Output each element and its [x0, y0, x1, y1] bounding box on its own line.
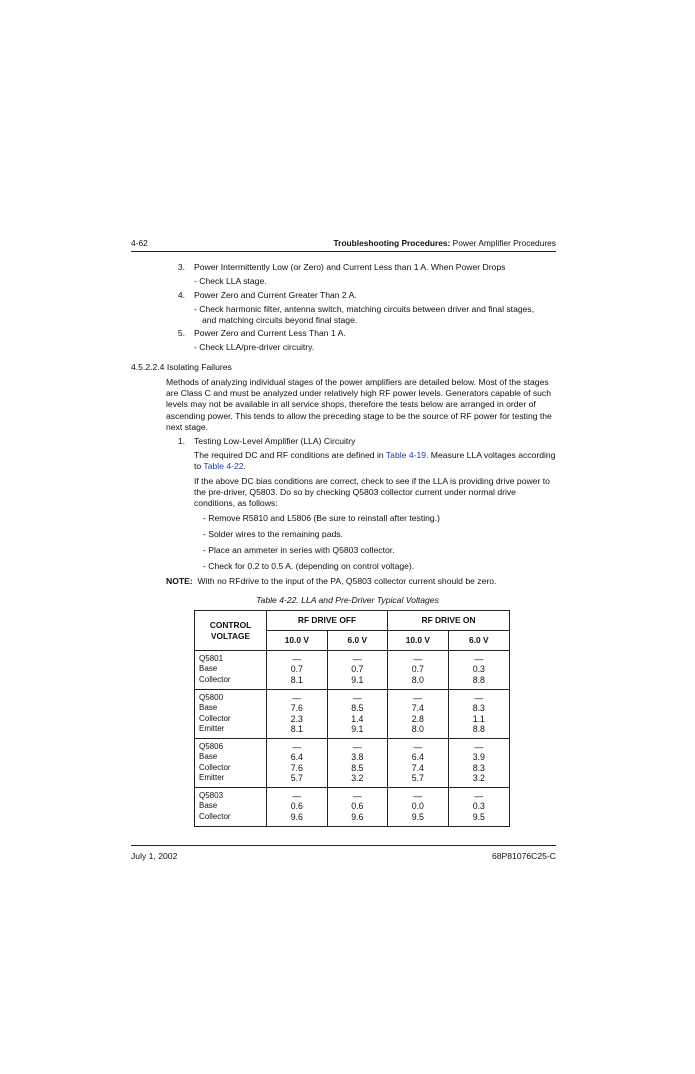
column-header: 10.0 V [388, 631, 449, 651]
table-cell: — 6.4 7.4 5.7 [388, 739, 449, 788]
table-cell: — 0.0 9.5 [388, 788, 449, 827]
header-rule [131, 251, 556, 252]
table-cell: — 7.6 2.3 8.1 [267, 690, 328, 739]
step-number: 1. [177, 436, 185, 446]
footer-rule [131, 845, 556, 846]
page-number: 4-62 [131, 238, 148, 248]
list-item-text: Power Intermittently Low (or Zero) and Current Less than 1 A. When Power Drops [194, 262, 506, 272]
table-cell: — 0.6 9.6 [267, 788, 328, 827]
table-cell: — 3.9 8.3 3.2 [448, 739, 509, 788]
table-caption: Table 4-22. LLA and Pre-Driver Typical Voltages [256, 595, 439, 605]
note-text: With no RFdrive to the input of the PA, Q5803 collector current should be zero. [197, 576, 497, 586]
column-header: 6.0 V [327, 631, 387, 651]
list-number: 4. [177, 290, 185, 300]
sub-item: - Check LLA stage. [194, 276, 267, 286]
row-label: Q5803 Base Collector [195, 788, 267, 827]
bullet-item: - Place an ammeter in series with Q5803 collector. [203, 545, 395, 555]
rf-drive-off-header: RF DRIVE OFF [267, 611, 388, 631]
table-cell: — 3.8 8.5 3.2 [327, 739, 387, 788]
control-voltage-header: CONTROL VOLTAGE [195, 611, 267, 651]
column-header: 10.0 V [267, 631, 328, 651]
note [166, 576, 496, 587]
table-cell: — 0.3 9.5 [448, 788, 509, 827]
table-row [195, 651, 510, 690]
intro-paragraph: Methods of analyzing individual stages of the power amplifiers are detailed below. Most of the stages are Class C and must be analyzed under relatively high RF power levels. Generators capable of such levels may not be available in all service shops, therefore the tests below are arranged in order of ascending power. This tends to allow the preceding stage to be the source of RF power for testing the next stage. [166, 377, 552, 432]
bullet-item: - Solder wires to the remaining pads. [203, 529, 343, 539]
table-cell: — 0.7 9.1 [327, 651, 387, 690]
table-4-19-link[interactable]: Table 4-19 [385, 450, 427, 460]
sub-item: - Check harmonic filter, antenna switch, matching circuits between driver and final stages, [194, 304, 535, 314]
footer-date: July 1, 2002 [131, 851, 178, 861]
requirements-paragraph: The required DC and RF conditions are defined in Table 4-19. Measure LLA voltages according to Table 4-22. [194, 450, 556, 472]
voltage-table [194, 610, 510, 827]
rf-drive-on-header: RF DRIVE ON [388, 611, 510, 631]
running-header [334, 238, 556, 249]
table-cell: — 8.3 1.1 8.8 [448, 690, 509, 739]
list-item-text: Power Zero and Current Greater Than 2 A. [194, 290, 357, 300]
list-number: 3. [177, 262, 185, 272]
table-cell: — 0.6 9.6 [327, 788, 387, 827]
table-cell: — 0.7 8.0 [388, 651, 449, 690]
table-cell: — 0.7 8.1 [267, 651, 328, 690]
bullet-item: - Check for 0.2 to 0.5 A. (depending on control voltage). [203, 561, 415, 571]
table-cell: — 6.4 7.6 5.7 [267, 739, 328, 788]
table-row [195, 788, 510, 827]
row-label: Q5806 Base Collector Emitter [195, 739, 267, 788]
table-row [195, 739, 510, 788]
step-title: Testing Low-Level Amplifier (LLA) Circuitry [194, 436, 356, 446]
bullet-item: - Remove R5810 and L5806 (Be sure to reinstall after testing.) [203, 513, 440, 523]
running-header-title: Power Amplifier Procedures [450, 238, 556, 248]
row-label: Q5800 Base Collector Emitter [195, 690, 267, 739]
column-header: 6.0 V [448, 631, 509, 651]
list-number: 5. [177, 328, 185, 338]
running-header-section: Troubleshooting Procedures: [333, 238, 451, 248]
section-heading: 4.5.2.2.4 Isolating Failures [131, 362, 232, 372]
footer-doc-number: 68P81076C25-C [491, 851, 556, 861]
list-item-text: Power Zero and Current Less Than 1 A. [194, 328, 346, 338]
table-4-22-link[interactable]: Table 4-22 [203, 461, 244, 472]
row-label: Q5801 Base Collector [195, 651, 267, 690]
table-cell: — 8.5 1.4 9.1 [327, 690, 387, 739]
bias-check-paragraph: If the above DC bias conditions are correct, check to see if the LLA is providing drive power to the pre-driver, Q5803. Do so by checking Q5803 collector current under normal drive conditions, as follows: [194, 476, 550, 509]
sub-item-continued: and matching circuits beyond final stage. [202, 315, 358, 325]
table-cell: — 7.4 2.8 8.0 [388, 690, 449, 739]
table-cell: — 0.3 8.8 [448, 651, 509, 690]
note-label: NOTE: [166, 576, 193, 586]
table-row [195, 690, 510, 739]
sub-item: - Check LLA/pre-driver circuitry. [194, 342, 315, 352]
